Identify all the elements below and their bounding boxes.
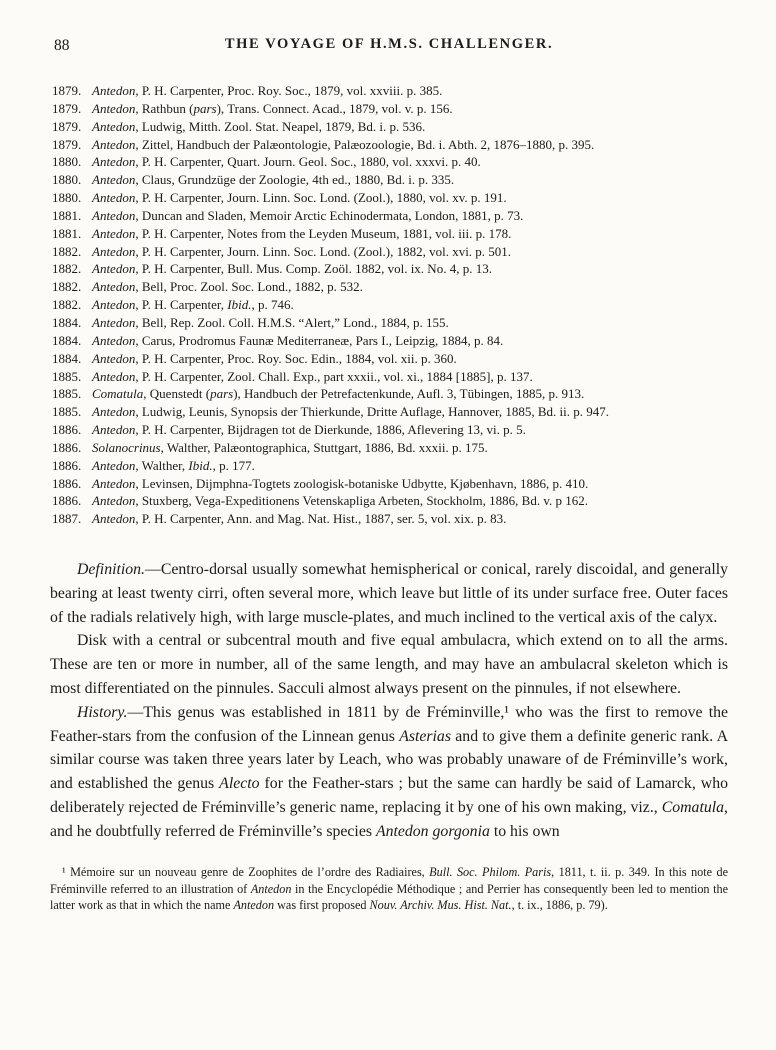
entry-citation [92,403,728,421]
bibliography-entry [52,403,728,421]
citation-italic-segment: Antedon [92,279,136,295]
entry-year: 1879. [52,83,82,98]
bibliography-entry [52,510,728,528]
citation-text-segment: , P. H. Carpenter, Notes from the Leyden Museum, 1881, vol. iii. p. 178. [135,225,512,241]
citation-italic-segment: Antedon [92,297,136,313]
citation-text-segment: , p. 177. [212,457,255,473]
citation-italic-segment: Antedon [92,475,136,491]
citation-text-segment: , P. H. Carpenter, Proc. Roy. Soc. Edin., 1884, vol. xii. p. 360. [135,350,457,366]
bibliography-entry [52,118,728,136]
bibliography-entry [52,475,728,493]
citation-text-segment: , P. H. Carpenter, Ann. and Mag. Nat. Hist., 1887, ser. 5, vol. xix. p. 83. [135,511,507,527]
entry-citation [92,225,728,243]
bibliography-list [50,82,728,528]
citation-text-segment: , Rathbun ( [135,100,194,116]
citation-text-segment: , P. H. Carpenter, Journ. Linn. Soc. Lond. (Zool.), 1880, vol. xv. p. 191. [135,190,507,206]
entry-year: 1879. [52,136,82,152]
citation-text-segment: , Zittel, Handbuch der Palæontologie, Palæozoologie, Bd. i. Abth. 2, 1876–1880, p. 395. [135,136,595,152]
entry-year: 1879. [52,118,82,134]
footnote-text-segment: , 1811, t. ii. p. 349. In this note de Fréminville referred to an illustration of [50,864,729,896]
citation-text-segment: , P. H. Carpenter, Journ. Linn. Soc. Lond. (Zool.), 1882, vol. xvi. p. 501. [135,243,512,259]
citation-text-segment: , Claus, Grundzüge der Zoologie, 4th ed., 1880, Bd. i. p. 335. [135,172,455,188]
footnote-italic-segment: Antedon [250,881,292,896]
citation-text-segment: , P. H. Carpenter, Bull. Mus. Comp. Zoöl. 1882, vol. ix. No. 4, p. 13. [135,261,492,277]
entry-year: 1880. [52,154,82,170]
citation-italic-segment: Antedon [92,404,136,420]
bibliography-entry [52,225,728,243]
entry-year: 1885. [52,386,82,402]
citation-italic-segment: Antedon [92,493,136,509]
entry-citation [92,421,728,439]
footnote-italic-segment: Nouv. Archiv. Mus. Hist. Nat. [369,898,512,913]
paragraph-text-segment: and to give them a definite generic rank. A similar course was taken three years later by Leach, who was probably unaware of de Fréminville’s work, and established the genus [50,727,728,793]
citation-italic-segment: Solanocrinus [92,439,161,455]
bibliography-entry [52,136,728,154]
entry-citation [92,457,728,475]
citation-italic-segment: Antedon [92,83,136,98]
bibliography-entry [52,153,728,171]
bibliography-entry [52,457,728,475]
entry-citation [92,278,728,296]
bibliography-entry [52,260,728,278]
entry-year: 1886. [52,439,82,455]
bibliography-entry [52,421,728,439]
citation-italic-segment: Ibid. [188,457,213,473]
citation-italic-segment: Antedon [92,314,136,330]
footnote-italic-segment: Bull. Soc. Philom. Paris [429,864,552,879]
footnote-text-segment: in the Encyclopédie Méthodique ; and Perrier has consequently been led to mention the latter work as that in which the name [50,881,728,913]
paragraph-italic-segment: Comatula [661,799,725,817]
footnote [50,864,728,915]
citation-text-segment: ), Trans. Connect. Acad., 1879, vol. v. p. 156. [216,100,453,116]
entry-citation [92,136,728,154]
citation-italic-segment: Antedon [92,350,136,366]
citation-text-segment: , Quenstedt ( [143,386,211,402]
citation-text-segment: , P. H. Carpenter, Zool. Chall. Exp., part xxxii., vol. xi., 1884 [1885], p. 137. [135,368,533,384]
citation-italic-segment: Antedon [92,457,136,473]
bibliography-entry [52,100,728,118]
page-header [50,36,728,56]
citation-text-segment: , Ludwig, Leunis, Synopsis der Thierkunde, Dritte Auflage, Hannover, 1885, Bd. ii. p. 947. [135,404,610,420]
entry-year: 1886. [52,457,82,473]
citation-text-segment: , P. H. Carpenter, Proc. Roy. Soc., 1879, vol. xxviii. p. 385. [135,83,443,98]
paragraph-italic-segment: History. [77,703,128,721]
entry-citation [92,385,728,403]
bibliography-entry [52,243,728,261]
citation-text-segment: , Bell, Proc. Zool. Soc. Lond., 1882, p. 532. [135,279,363,295]
bibliography-entry [52,385,728,403]
entry-citation [92,510,728,528]
footnote-italic-segment: Antedon [233,898,275,913]
paragraph [50,701,728,844]
entry-year: 1882. [52,297,82,313]
entry-citation [92,492,728,510]
entry-citation [92,439,728,457]
citation-italic-segment: Antedon [92,261,136,277]
citation-italic-segment: pars [210,386,234,402]
citation-text-segment: , Ludwig, Mitth. Zool. Stat. Neapel, 1879, Bd. i. p. 536. [135,118,426,134]
paragraph-text-segment: for the Feather-stars ; but the same can hardly be said of Lamarck, who deliberately rejected de Fréminville’s generic name, replacing it by one of his own making, viz., [50,775,728,817]
citation-italic-segment: Antedon [92,332,136,348]
citation-text-segment: , Bell, Rep. Zool. Coll. H.M.S. “Alert,” Lond., 1884, p. 155. [135,314,449,330]
body-text [50,558,728,844]
entry-citation [92,100,728,118]
entry-citation [92,207,728,225]
footnote-text-segment: was first proposed [274,898,370,913]
entry-citation [92,82,728,100]
bibliography-entry [52,332,728,350]
citation-italic-segment: Antedon [92,154,136,170]
entry-citation [92,296,728,314]
citation-text-segment: , Duncan and Sladen, Memoir Arctic Echinodermata, London, 1881, p. 73. [135,207,524,223]
citation-italic-segment: Antedon [92,243,136,259]
bibliography-entry [52,82,728,100]
entry-year: 1881. [52,225,82,241]
entry-year: 1885. [52,368,82,384]
entry-year: 1887. [52,511,82,527]
citation-italic-segment: Antedon [92,207,136,223]
bibliography-entry [52,368,728,386]
bibliography-entry [52,189,728,207]
citation-italic-segment: Antedon [92,190,136,206]
paragraph-italic-segment: Asterias [399,727,451,745]
bibliography-entry [52,439,728,457]
paragraph [50,629,728,700]
entry-year: 1880. [52,172,82,188]
paragraph-italic-segment: Antedon gorgonia [375,822,490,840]
bibliography-entry [52,278,728,296]
entry-citation [92,189,728,207]
citation-text-segment: , P. H. Carpenter, Bijdragen tot de Dierkunde, 1886, Aflevering 13, vi. p. 5. [135,422,526,438]
entry-year: 1886. [52,475,82,491]
citation-text-segment: , Levinsen, Dijmphna-Togtets zoologisk-botaniske Udbytte, Kjøbenhavn, 1886, p. 410. [135,475,589,491]
citation-italic-segment: Antedon [92,172,136,188]
footnote-text-segment: ¹ Mémoire sur un nouveau genre de Zoophites de l’ordre des Radiaires, [62,864,430,879]
entry-year: 1886. [52,422,82,438]
citation-text-segment: , p. 746. [251,297,294,313]
citation-italic-segment: Antedon [92,136,136,152]
citation-italic-segment: Comatula [92,386,144,402]
entry-citation [92,153,728,171]
citation-italic-segment: Ibid. [227,297,252,313]
bibliography-entry [52,350,728,368]
bibliography-entry [52,207,728,225]
running-title: THE VOYAGE OF H.M.S. CHALLENGER. [224,36,554,52]
entry-citation [92,475,728,493]
citation-text-segment: , Stuxberg, Vega-Expeditionens Vetenskapliga Arbeten, Stockholm, 1886, Bd. v. p 162. [135,493,588,509]
bibliography-entry [52,171,728,189]
entry-year: 1884. [52,350,82,366]
citation-italic-segment: Antedon [92,225,136,241]
entry-citation [92,350,728,368]
citation-italic-segment: Antedon [92,511,136,527]
entry-year: 1880. [52,190,82,206]
citation-text-segment: , P. H. Carpenter, Quart. Journ. Geol. Soc., 1880, vol. xxxvi. p. 40. [135,154,481,170]
entry-year: 1886. [52,493,82,509]
entry-year: 1882. [52,279,82,295]
citation-text-segment: , Carus, Prodromus Faunæ Mediterraneæ, Pars I., Leipzig, 1884, p. 84. [135,332,504,348]
citation-italic-segment: Antedon [92,100,136,116]
page-number: 88 [54,37,70,54]
paragraph [50,558,728,629]
citation-italic-segment: Antedon [92,118,136,134]
entry-citation [92,171,728,189]
citation-text-segment: ), Handbuch der Petrefactenkunde, Aufl. 3, Tübingen, 1885, p. 913. [233,386,585,402]
citation-text-segment: , P. H. Carpenter, [135,297,228,313]
paragraph-text-segment: , and he doubtfully referred de Fréminville’s species [50,799,728,840]
bibliography-entry [52,314,728,332]
entry-citation [92,243,728,261]
paragraph-italic-segment: Definition. [77,561,146,579]
entry-year: 1879. [52,100,82,116]
paragraph-text-segment: —This genus was established in 1811 by de Fréminville,¹ who was the first to remove the Feather-stars from the confusion of the Linnean genus [50,703,728,745]
paragraph-italic-segment: Alecto [219,775,260,793]
entry-year: 1882. [52,261,82,277]
paragraph-text-segment: to his own [489,822,560,840]
entry-citation [92,118,728,136]
footnote-paragraph [50,864,728,915]
footnote-text-segment: , t. ix., 1886, p. 79). [511,898,608,913]
entry-citation [92,260,728,278]
citation-italic-segment: Antedon [92,368,136,384]
citation-text-segment: , Walther, Palæontographica, Stuttgart, 1886, Bd. xxxii. p. 175. [160,439,488,455]
entry-year: 1881. [52,207,82,223]
citation-text-segment: , Walther, [135,457,189,473]
entry-year: 1884. [52,332,82,348]
paragraph-text-segment: Disk with a central or subcentral mouth and five equal ambulacra, which extend on to all the arms. These are ten or more in number, all of the same length, and may have an ambulacral skeleton which is most differentiated on the pinnules. Sacculi almost always present on the pinnules, if not elsewhere. [50,632,728,698]
entry-citation [92,314,728,332]
paragraph-text-segment: —Centro-dorsal usually somewhat hemispherical or conical, rarely discoidal, and generally bearing at least twenty cirri, often several more, which leave but little of its under surface free. Outer faces of the radials relatively high, with large muscle-plates, and much inclined to the vertical axis of the calyx. [50,561,728,626]
entry-citation [92,332,728,350]
citation-italic-segment: Antedon [92,422,136,438]
citation-italic-segment: pars [193,100,217,116]
entry-year: 1882. [52,243,82,259]
bibliography-entry [52,296,728,314]
entry-year: 1885. [52,404,82,420]
bibliography-entry [52,492,728,510]
entry-year: 1884. [52,314,82,330]
entry-citation [92,368,728,386]
